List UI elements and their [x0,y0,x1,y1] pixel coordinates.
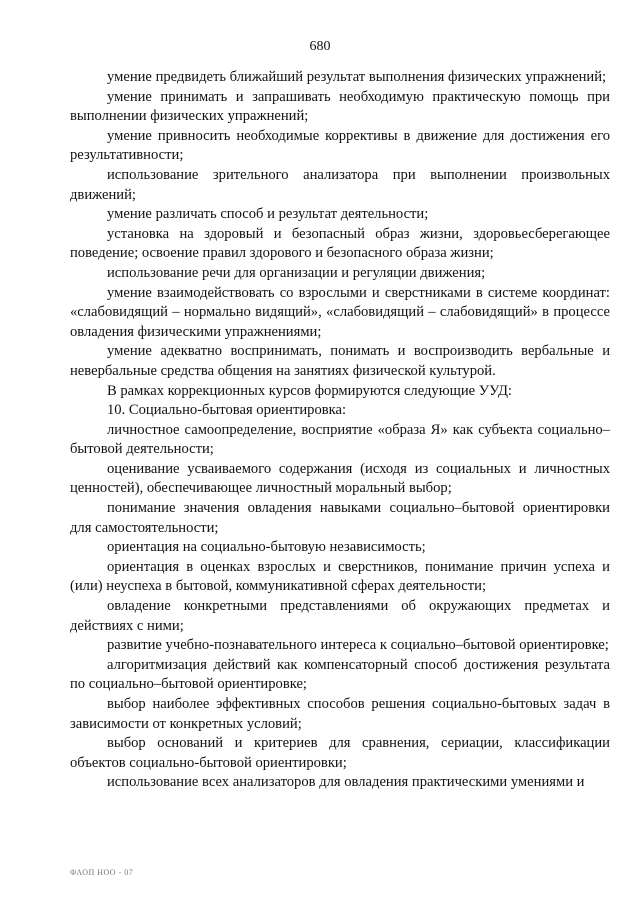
paragraph: алгоритмизация действий как компенсаторный способ достижения результата по социально–бытовой ориентировке; [70,656,610,693]
paragraph: выбор оснований и критериев для сравнения, сериации, классификации объектов социально-бытовой ориентировки; [70,735,610,771]
section-heading: 10. Социально-бытовая ориентировка: [107,402,347,419]
paragraph: умение принимать и запрашивать необходимую практическую помощь при выполнении физических упражнений; [70,88,610,125]
paragraph: использование всех анализаторов для овладения практическими умениями и [107,774,585,791]
body-text [70,68,610,793]
footer-code: ФАОП НОО - 07 [70,868,134,877]
paragraph: развитие учебно-познавательного интереса к социально–бытовой ориентировке; [107,637,609,654]
paragraph: ориентация на социально-бытовую независимость; [107,539,426,556]
paragraph: выбор наиболее эффективных способов решения социально-бытовых задач в зависимости от конкретных условий; [70,696,610,732]
paragraph: умение привносить необходимые коррективы в движение для достижения его результативности; [70,127,610,164]
paragraph: умение адекватно воспринимать, понимать и воспроизводить вербальные и невербальные средства общения на занятиях физической культурой. [70,343,610,379]
paragraph: умение различать способ и результат деятельности; [107,206,429,223]
paragraph: установка на здоровый и безопасный образ жизни, здоровьесберегающее поведение; освоение правил здорового и безопасного образа жизни; [70,225,610,262]
paragraph: личностное самоопределение, восприятие «образа Я» как субъекта социально–бытовой деятельности; [70,421,610,458]
paragraph: В рамках коррекционных курсов формируются следующие УУД: [107,382,512,399]
paragraph: умение взаимодействовать со взрослыми и сверстниками в системе координат: «слабовидящий – нормально видящий», «слабовидящий – слабовидящий» в процессе овладения физическими упражнениями; [70,284,610,340]
paragraph: понимание значения овладения навыками социально–бытовой ориентировки для самостоятельности; [70,500,610,536]
paragraph: ориентация в оценках взрослых и сверстников, понимание причин успеха и (или) неуспеха в бытовой, коммуникативной сферах деятельности; [70,558,610,595]
paragraph: использование зрительного анализатора при выполнении произвольных движений; [70,166,610,203]
paragraph: использование речи для организации и регуляции движения; [107,264,486,281]
page-number: 680 [309,39,331,54]
paragraph: овладение конкретными представлениями об окружающих предметах и действиях с ними; [70,598,610,634]
paragraph: умение предвидеть ближайший результат выполнения физических упражнений; [107,69,607,85]
paragraph: оценивание усваиваемого содержания (исходя из социальных и личностных ценностей), обеспечивающее личностный моральный выбор; [70,460,610,497]
